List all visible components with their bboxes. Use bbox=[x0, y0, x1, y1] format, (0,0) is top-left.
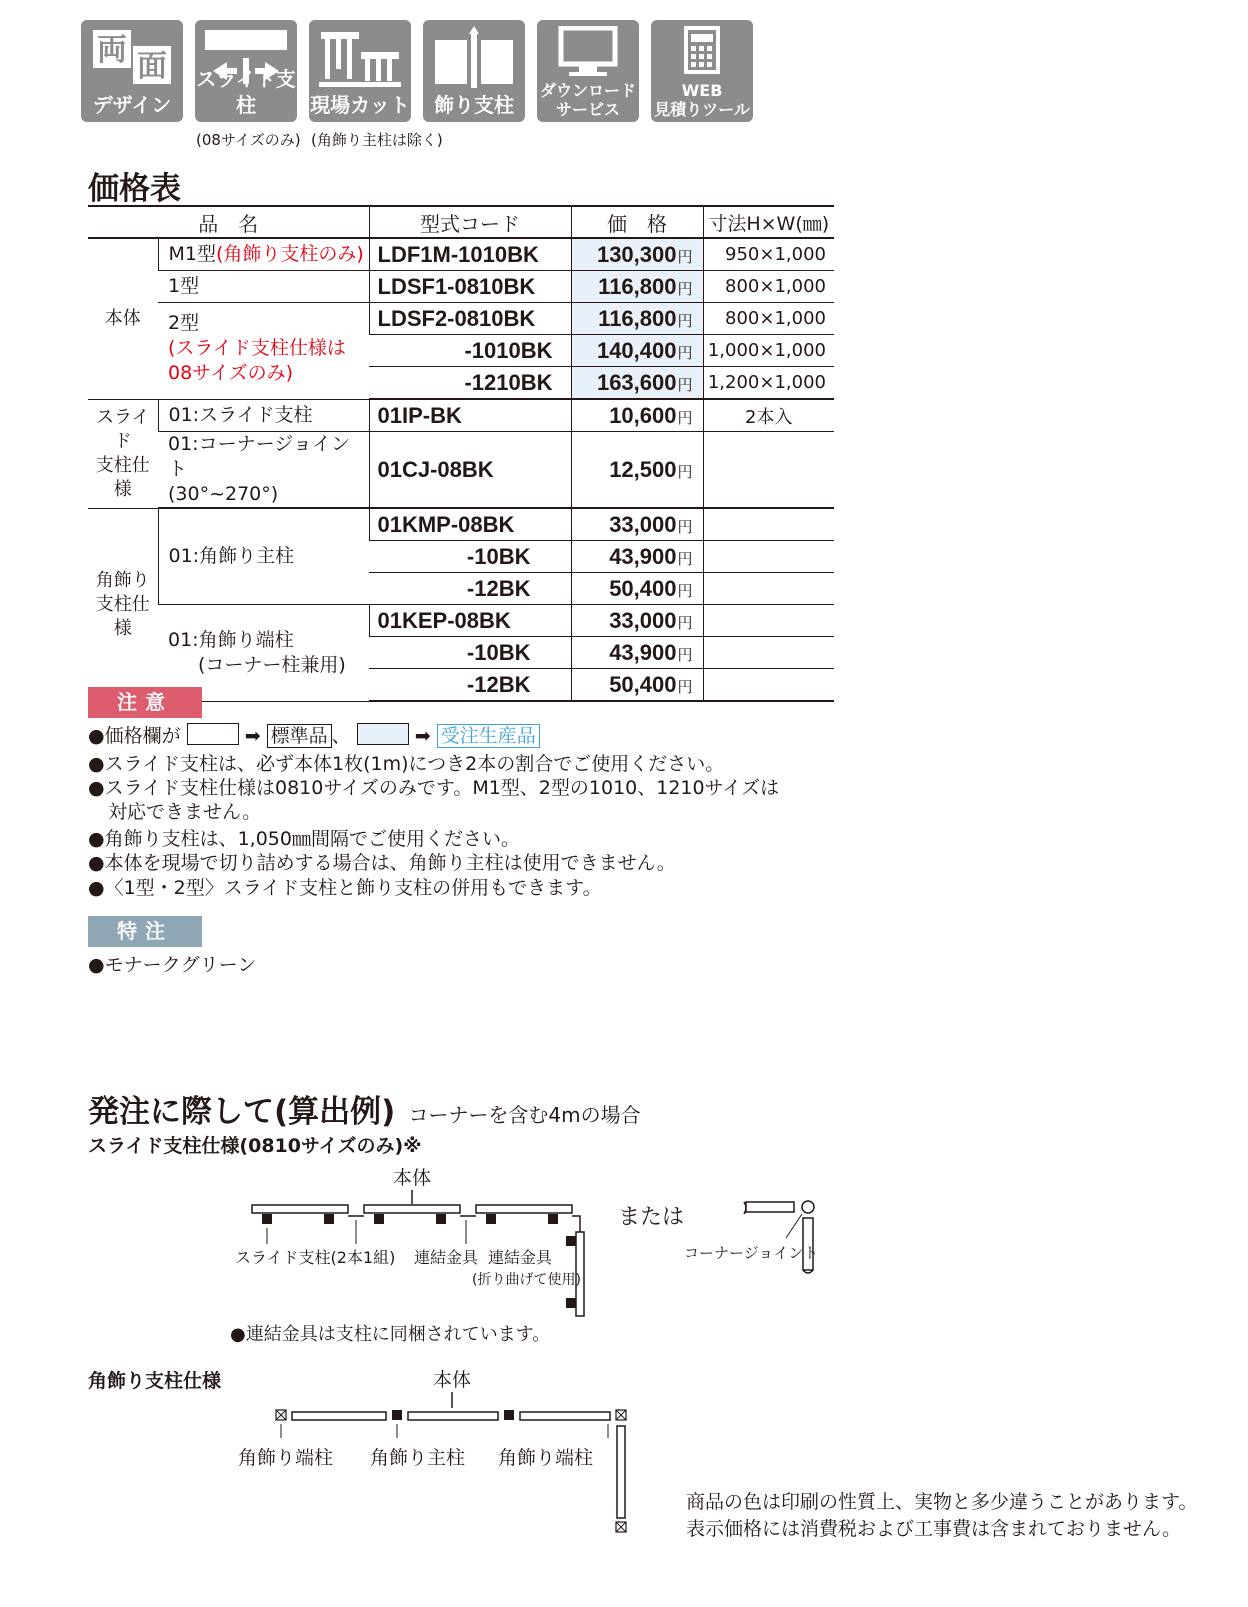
double-sided-glyph-icon bbox=[91, 26, 173, 92]
caution-line: ●スライド支柱は、必ず本体1枚(1m)につき2本の割合でご使用ください。 bbox=[88, 753, 725, 775]
icon-caption: ダウンロード サービス bbox=[539, 81, 636, 119]
price: 33,000円 bbox=[571, 508, 703, 541]
joint-note: ●連結金具は支柱に同梱されています。 bbox=[230, 1324, 551, 1345]
svg-text:本体: 本体 bbox=[432, 1369, 472, 1391]
svg-text:連結金具: 連結金具 bbox=[488, 1248, 553, 1267]
price: 33,000円 bbox=[571, 605, 703, 637]
table-row bbox=[88, 303, 834, 335]
on-site-cut-icon bbox=[309, 20, 411, 122]
special-order-line: ●モナークグリーン bbox=[88, 954, 257, 976]
price-legend: ●価格欄が ➡ 標準品 、 ➡ 受注生産品 bbox=[88, 723, 540, 748]
dimension: 950×1,000 bbox=[703, 238, 834, 271]
price: 140,400円 bbox=[571, 335, 703, 367]
header-code: 型式コード bbox=[369, 206, 571, 238]
arrow-icon: ➡ bbox=[244, 725, 261, 747]
caution-badge: 注意 bbox=[88, 687, 202, 718]
product-name: 01:コーナージョイント (30°~270°) bbox=[158, 432, 369, 509]
caution-line: ●本体を現場で切り詰めする場合は、角飾り主柱は使用できません。 bbox=[88, 852, 676, 874]
price: 130,300円 bbox=[571, 238, 703, 271]
slide-post-diagram bbox=[230, 1160, 850, 1340]
dimension bbox=[703, 541, 834, 573]
product-name: 1型 bbox=[158, 271, 369, 303]
double-sided-design-icon bbox=[81, 20, 183, 122]
header-name: 品 名 bbox=[88, 206, 369, 238]
product-name: 01:角飾り端柱 (コーナー柱兼用) bbox=[158, 605, 369, 702]
model-code: LDSF2-0810BK bbox=[369, 303, 571, 335]
svg-text:または: または bbox=[618, 1205, 685, 1230]
product-name: 2型 (スライド支柱仕様は 08サイズのみ) bbox=[158, 303, 369, 400]
svg-text:(折り曲げて使用): (折り曲げて使用) bbox=[472, 1272, 581, 1288]
dimension: 1,000×1,000 bbox=[703, 335, 834, 367]
model-code: -12BK bbox=[369, 573, 571, 605]
table-row bbox=[88, 238, 834, 271]
slide-post-icon bbox=[195, 20, 297, 122]
model-code: 01KMP-08BK bbox=[369, 508, 571, 541]
download-service-icon[interactable] bbox=[537, 20, 639, 122]
table-row bbox=[88, 399, 834, 432]
table-row bbox=[88, 271, 834, 303]
product-name: M1型(角飾り支柱のみ) bbox=[158, 238, 369, 271]
svg-text:スライド支柱(2本1組): スライド支柱(2本1組) bbox=[235, 1248, 396, 1267]
dimension bbox=[703, 669, 834, 702]
model-code: -10BK bbox=[369, 541, 571, 573]
dimension bbox=[703, 432, 834, 509]
post-panels-icon bbox=[433, 26, 515, 92]
dimension bbox=[703, 573, 834, 605]
table-header-row bbox=[88, 206, 834, 238]
price: 43,900円 bbox=[571, 637, 703, 669]
group-body: 本体 bbox=[88, 238, 158, 399]
svg-text:角飾り端柱: 角飾り端柱 bbox=[238, 1447, 334, 1469]
table-row bbox=[88, 432, 834, 509]
caution-line: 対応できません。 bbox=[108, 801, 262, 823]
price: 12,500円 bbox=[571, 432, 703, 509]
model-code: 01KEP-08BK bbox=[369, 605, 571, 637]
svg-text:両: 両 bbox=[97, 33, 127, 68]
web-estimate-tool-icon[interactable] bbox=[651, 20, 753, 122]
price: 43,900円 bbox=[571, 541, 703, 573]
group-kaku: 角飾り 支柱仕様 bbox=[88, 508, 158, 701]
price-table-title: 価格表 bbox=[88, 171, 181, 207]
icon-caption: WEB 見積りツール bbox=[654, 81, 750, 119]
svg-text:連結金具: 連結金具 bbox=[414, 1248, 479, 1267]
model-code: 01IP-BK bbox=[369, 399, 571, 432]
price: 50,400円 bbox=[571, 573, 703, 605]
caution-line: ●〈1型・2型〉スライド支柱と飾り支柱の併用もできます。 bbox=[88, 877, 602, 899]
dimension: 1,200×1,000 bbox=[703, 367, 834, 400]
icon-caption: デザイン bbox=[92, 93, 172, 117]
cut-fence-icon bbox=[319, 26, 401, 92]
svg-text:面: 面 bbox=[137, 49, 167, 84]
kaku-spec-heading: 角飾り支柱仕様 bbox=[88, 1370, 222, 1392]
model-code: -12BK bbox=[369, 669, 571, 702]
standard-swatch bbox=[187, 723, 239, 745]
header-dim: 寸法H×W(㎜) bbox=[703, 206, 834, 238]
model-code: -1210BK bbox=[369, 367, 571, 400]
header-price: 価 格 bbox=[571, 206, 703, 238]
price: 163,600円 bbox=[571, 367, 703, 400]
order-example-heading: 発注に際して(算出例) コーナーを含む4mの場合 bbox=[88, 1094, 641, 1130]
dimension bbox=[703, 637, 834, 669]
special-order-badge: 特注 bbox=[88, 916, 202, 947]
dimension bbox=[703, 508, 834, 541]
price: 116,800円 bbox=[571, 271, 703, 303]
product-name: 01:角飾り主柱 bbox=[158, 508, 369, 605]
model-code: -1010BK bbox=[369, 335, 571, 367]
dimension bbox=[703, 605, 834, 637]
table-row bbox=[88, 508, 834, 541]
icon-caption: 飾り支柱 bbox=[434, 93, 514, 117]
model-code: LDF1M-1010BK bbox=[369, 238, 571, 271]
price: 50,400円 bbox=[571, 669, 703, 702]
monitor-icon bbox=[547, 26, 629, 84]
svg-text:コーナージョイント: コーナージョイント bbox=[684, 1244, 819, 1262]
product-name: 01:スライド支柱 bbox=[158, 399, 369, 432]
icon-caption: スライド支柱 bbox=[196, 67, 296, 117]
svg-text:本体: 本体 bbox=[392, 1167, 432, 1189]
order-label: 受注生産品 bbox=[437, 724, 540, 748]
model-code: -10BK bbox=[369, 637, 571, 669]
dimension: 800×1,000 bbox=[703, 303, 834, 335]
decorative-post-icon bbox=[423, 20, 525, 122]
kaku-post-diagram bbox=[230, 1364, 650, 1544]
group-slide: スライド 支柱仕様 bbox=[88, 399, 158, 508]
icon-caption: 現場カット bbox=[310, 93, 410, 117]
table-row bbox=[88, 605, 834, 637]
icon-subcaption: (角飾り主柱は除く) bbox=[311, 131, 443, 149]
icon-subcaption: (08サイズのみ) bbox=[196, 131, 301, 149]
model-code: LDSF1-0810BK bbox=[369, 271, 571, 303]
price-table bbox=[88, 205, 834, 702]
arrow-icon: ➡ bbox=[414, 725, 431, 747]
svg-text:角飾り主柱: 角飾り主柱 bbox=[370, 1447, 466, 1469]
standard-label: 標準品 bbox=[267, 724, 332, 748]
svg-text:角飾り端柱: 角飾り端柱 bbox=[498, 1447, 594, 1469]
footer-note: 商品の色は印刷の性質上、実物と多少違うことがあります。 表示価格には消費税および工事費は含まれておりません。 bbox=[686, 1491, 1198, 1540]
calculator-icon bbox=[661, 26, 743, 84]
price: 116,800円 bbox=[571, 303, 703, 335]
model-code: 01CJ-08BK bbox=[369, 432, 571, 509]
price: 10,600円 bbox=[571, 399, 703, 432]
caution-line: ●角飾り支柱は、1,050㎜間隔でご使用ください。 bbox=[88, 828, 520, 850]
order-swatch bbox=[357, 723, 409, 745]
dimension: 800×1,000 bbox=[703, 271, 834, 303]
dimension: 2本入 bbox=[703, 399, 834, 432]
slide-spec-heading: スライド支柱仕様(0810サイズのみ)※ bbox=[88, 1135, 422, 1157]
caution-line: ●スライド支柱仕様は0810サイズのみです。M1型、2型の1010、1210サイズは bbox=[88, 777, 780, 799]
